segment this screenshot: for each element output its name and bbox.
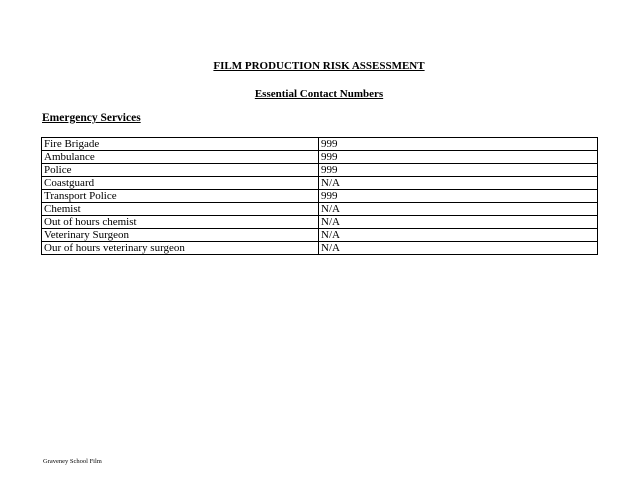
contact-number-cell: 999 — [319, 138, 598, 151]
table-row — [42, 138, 598, 151]
table-row — [42, 190, 598, 203]
emergency-contacts-table — [41, 137, 598, 255]
table-row — [42, 229, 598, 242]
contact-number-cell: 999 — [319, 151, 598, 164]
table-row — [42, 164, 598, 177]
contact-number-cell: 999 — [319, 164, 598, 177]
table-row — [42, 242, 598, 255]
service-name-cell: Transport Police — [42, 190, 319, 203]
service-name-cell: Fire Brigade — [42, 138, 319, 151]
contact-number-cell: N/A — [319, 216, 598, 229]
emergency-contacts-body — [42, 138, 598, 255]
contact-number-cell: N/A — [319, 203, 598, 216]
contact-number-cell: 999 — [319, 190, 598, 203]
table-row — [42, 203, 598, 216]
service-name-cell: Veterinary Surgeon — [42, 229, 319, 242]
service-name-cell: Coastguard — [42, 177, 319, 190]
document-title: FILM PRODUCTION RISK ASSESSMENT — [213, 60, 425, 72]
table-row — [42, 151, 598, 164]
service-name-cell: Our of hours veterinary surgeon — [42, 242, 319, 255]
section-heading: Emergency Services — [42, 112, 141, 124]
service-name-cell: Chemist — [42, 203, 319, 216]
service-name-cell: Out of hours chemist — [42, 216, 319, 229]
document-subtitle: Essential Contact Numbers — [254, 88, 384, 100]
table-row — [42, 216, 598, 229]
service-name-cell: Police — [42, 164, 319, 177]
contact-number-cell: N/A — [319, 229, 598, 242]
page-footer: Graveney School Film — [43, 458, 102, 465]
contact-number-cell: N/A — [319, 177, 598, 190]
service-name-cell: Ambulance — [42, 151, 319, 164]
table-row — [42, 177, 598, 190]
contact-number-cell: N/A — [319, 242, 598, 255]
